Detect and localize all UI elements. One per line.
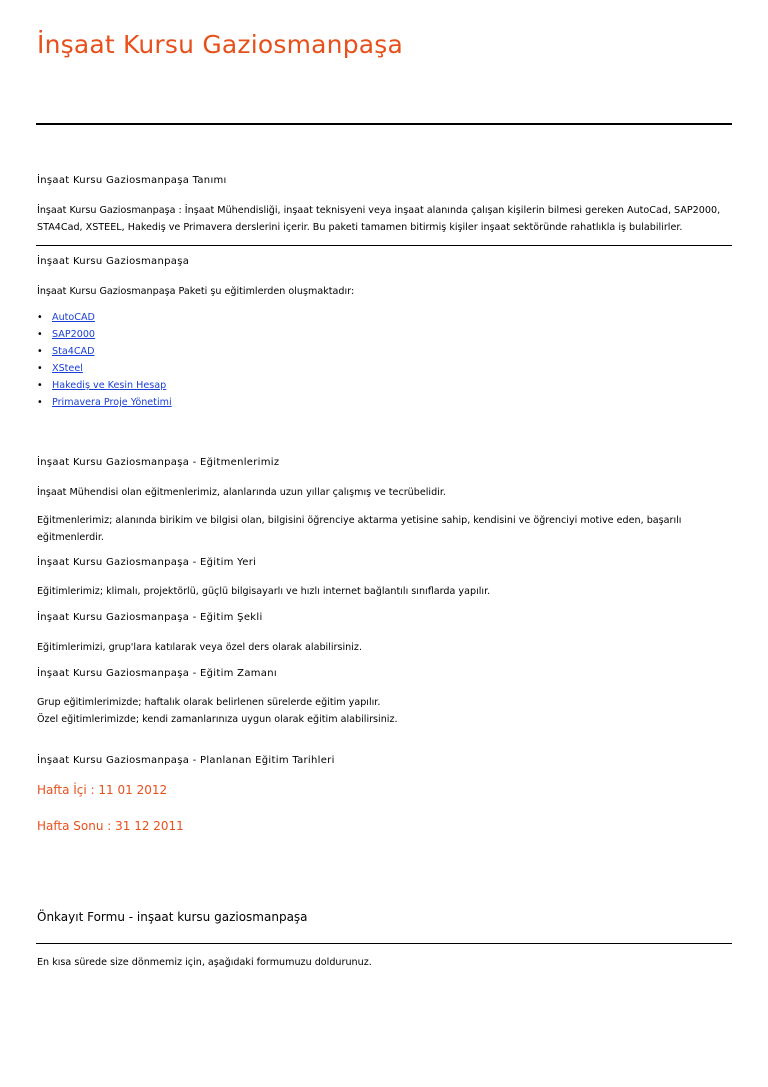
- section-heading-sekli: İnşaat Kursu Gaziosmanpaşa - Eğitim Şekli: [37, 612, 263, 623]
- list-item: [37, 326, 172, 343]
- egitmenler-paragraph-2: [37, 512, 737, 546]
- bullet-icon: •: [37, 397, 43, 408]
- egitmenler-line-1: Eğitmenlerimiz; alanında birikim ve bilgisi olan, bilgisini öğrenciye aktarma yetisine sahip, kendisini ve öğrenciyi motive eden, başarılı: [37, 515, 682, 526]
- tanimi-line-1: İnşaat Kursu Gaziosmanpaşa : İnşaat Mühendisliği, inşaat teknisyeni veya inşaat alanında çalışan kişilerin bilmesi gereken AutoCad, SAP2000,: [37, 205, 721, 216]
- tanimi-paragraph: [37, 202, 737, 236]
- egitmenler-line-2: eğitmenlerdir.: [37, 532, 104, 543]
- form-heading: Önkayıt Formu - inşaat kursu gaziosmanpaşa: [37, 910, 308, 924]
- section-heading-yeri: İnşaat Kursu Gaziosmanpaşa - Eğitim Yeri: [37, 557, 257, 568]
- egitmenler-paragraph-1: İnşaat Mühendisi olan eğitmenlerimiz, alanlarında uzun yıllar çalışmış ve tecrübelidir.: [37, 487, 446, 498]
- course-link-primavera[interactable]: Primavera Proje Yönetimi: [52, 397, 172, 408]
- list-item: [37, 343, 172, 360]
- tanimi-line-2: STA4Cad, XSTEEL, Hakediş ve Primavera derslerini içerir. Bu paketi tamamen bitirmiş kişiler inşaat sektöründe rahatlıkla iş bulabilirler.: [37, 222, 683, 233]
- bullet-icon: •: [37, 312, 43, 323]
- zamani-line-1: Grup eğitimlerimizde; haftalık olarak belirlenen sürelerde eğitim yapılır.: [37, 697, 381, 708]
- course-link-hakedis[interactable]: Hakediş ve Kesin Hesap: [52, 380, 167, 391]
- course-list: [37, 309, 172, 411]
- section-heading-tarihler: İnşaat Kursu Gaziosmanpaşa - Planlanan Eğitim Tarihleri: [37, 755, 335, 766]
- bullet-icon: •: [37, 329, 43, 340]
- course-link-xsteel[interactable]: XSteel: [52, 363, 83, 374]
- list-item: [37, 360, 172, 377]
- section-heading-paket: İnşaat Kursu Gaziosmanpaşa: [37, 256, 190, 267]
- course-link-sap2000[interactable]: SAP2000: [52, 329, 96, 340]
- list-item: [37, 309, 172, 326]
- page-title: İnşaat Kursu Gaziosmanpaşa: [37, 30, 404, 59]
- zamani-line-2: Özel eğitimlerimizde; kendi zamanlarınıza uygun olarak eğitim alabilirsiniz.: [37, 714, 398, 725]
- bullet-icon: •: [37, 380, 43, 391]
- list-item: [37, 377, 172, 394]
- hafta-ici-date: Hafta İçi : 11 01 2012: [37, 783, 168, 797]
- divider: [36, 245, 732, 246]
- list-item: [37, 394, 172, 411]
- course-link-sta4cad[interactable]: Sta4CAD: [52, 346, 95, 357]
- course-link-autocad[interactable]: AutoCAD: [52, 312, 95, 323]
- sekli-paragraph: Eğitimlerimizi, grup'lara katılarak veya özel ders olarak alabilirsiniz.: [37, 642, 362, 653]
- yeri-paragraph: Eğitimlerimiz; klimalı, projektörlü, güçlü bilgisayarlı ve hızlı internet bağlantılı sınıflarda yapılır.: [37, 586, 491, 597]
- section-heading-zamani: İnşaat Kursu Gaziosmanpaşa - Eğitim Zamanı: [37, 668, 277, 679]
- form-description: En kısa sürede size dönmemiz için, aşağıdaki formumuzu doldurunuz.: [37, 957, 372, 968]
- divider: [36, 123, 732, 125]
- divider: [36, 943, 732, 944]
- section-heading-tanimi: İnşaat Kursu Gaziosmanpaşa Tanımı: [37, 175, 227, 186]
- bullet-icon: •: [37, 363, 43, 374]
- section-heading-egitmenler: İnşaat Kursu Gaziosmanpaşa - Eğitmenlerimiz: [37, 457, 280, 468]
- hafta-sonu-date: Hafta Sonu : 31 12 2011: [37, 819, 184, 833]
- bullet-icon: •: [37, 346, 43, 357]
- zamani-paragraph: [37, 694, 737, 728]
- paket-intro: İnşaat Kursu Gaziosmanpaşa Paketi şu eğitimlerden oluşmaktadır:: [37, 286, 355, 297]
